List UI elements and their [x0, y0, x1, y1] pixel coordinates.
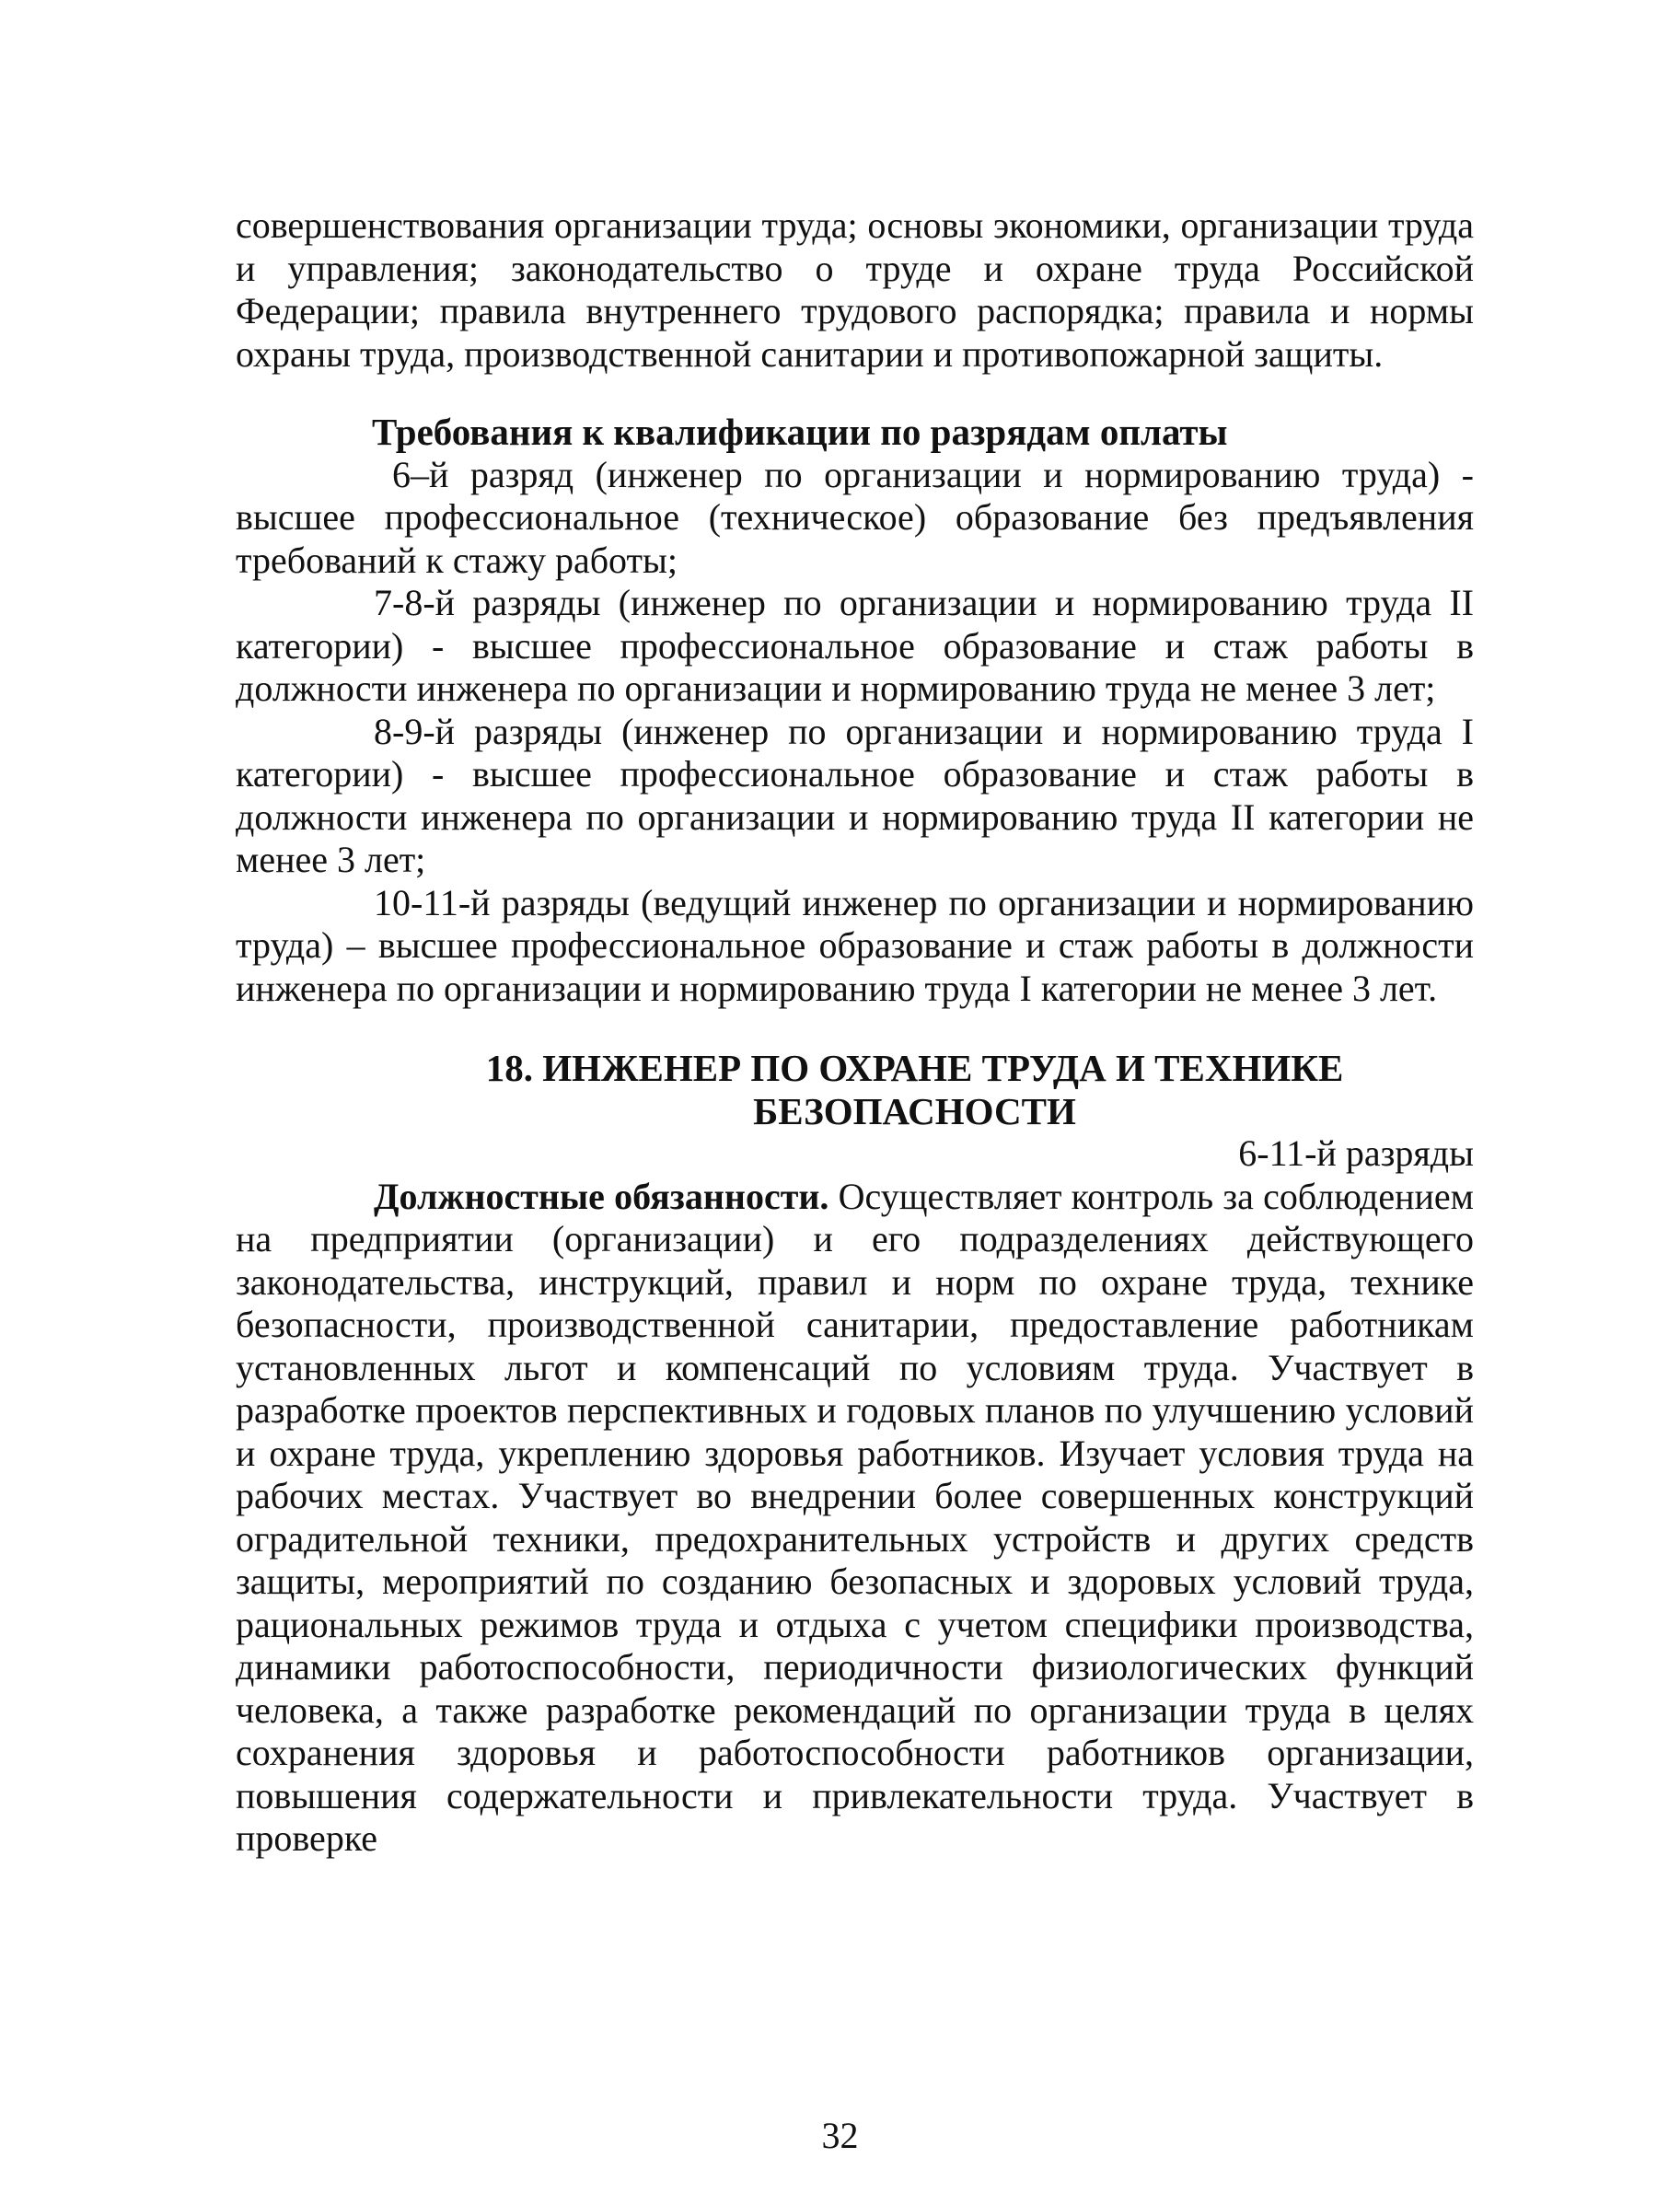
duties-label: Должностные обязанности.	[374, 1175, 829, 1217]
page-number: 32	[821, 2115, 859, 2156]
qualification-heading: Требования к квалификации по разрядам оплаты	[372, 411, 1228, 453]
grades-label: 6-11-й разряды	[1238, 1132, 1474, 1174]
qualification-item-4: 10-11-й разряды (ведущий инженер по организации и нормированию труда) – высшее профессиональное образование и стаж работы в должности инженера по организации и нормированию труда I категории не менее 3 лет.	[236, 881, 1474, 1009]
qualification-item-1: 6–й разряд (инженер по организации и нормированию труда) - высшее профессиональное (техническое) образование без предъявления требований к стажу работы;	[236, 453, 1474, 581]
duties-text: Осуществляет контроль за соблюдением на предприятии (организации) и его подразделениях действующего законодательства, инструкций, правил и норм по охране труда, технике безопасности, производственной санитарии, предоставление работникам установленных льгот и компенсаций по условиям труда. Участвует в разработке проектов перспективных и годовых планов по улучшению условий и охране труда, укреплению здоровья работников. Изучает условия труда на рабочих местах. Участвует во внедрении более совершенных конструкций оградительной техники, предохранительных устройств и других средств защиты, мероприятий по созданию безопасных и здоровых условий труда, рациональных режимов труда и отдыха с учетом специфики производства, динамики работоспособности, периодичности физиологических функций человека, а также разработке рекомендаций по организации труда в целях сохранения здоровья и работоспособности работников организации, повышения содержательности и привлекательности труда. Участвует в проверке	[236, 1175, 1474, 1859]
qualification-item-2: 7-8-й разряды (инженер по организации и нормированию труда II категории) - высшее профессиональное образование и стаж работы в должности инженера по организации и нормированию труда не менее 3 лет;	[236, 582, 1474, 709]
intro-paragraph: совершенствования организации труда; основы экономики, организации труда и управления; законодательство о труде и охране труда Российской Федерации; правила внутреннего трудового распорядка; правила и нормы охраны труда, производственной санитарии и противопожарной защиты.	[236, 204, 1474, 375]
qualification-item-3: 8-9-й разряды (инженер по организации и нормированию труда I категории) - высшее профессиональное образование и стаж работы в должности инженера по организации и нормированию труда II категории не менее 3 лет;	[236, 710, 1474, 880]
duties-paragraph	[236, 1176, 1474, 1861]
section-title-line-2: БЕЗОПАСНОСТИ	[753, 1089, 1076, 1132]
document-page	[236, 204, 1474, 1861]
section-title	[236, 1047, 1474, 1132]
section-title-line-1: 18. ИНЖЕНЕР ПО ОХРАНЕ ТРУДА И ТЕХНИКЕ	[485, 1047, 1344, 1089]
